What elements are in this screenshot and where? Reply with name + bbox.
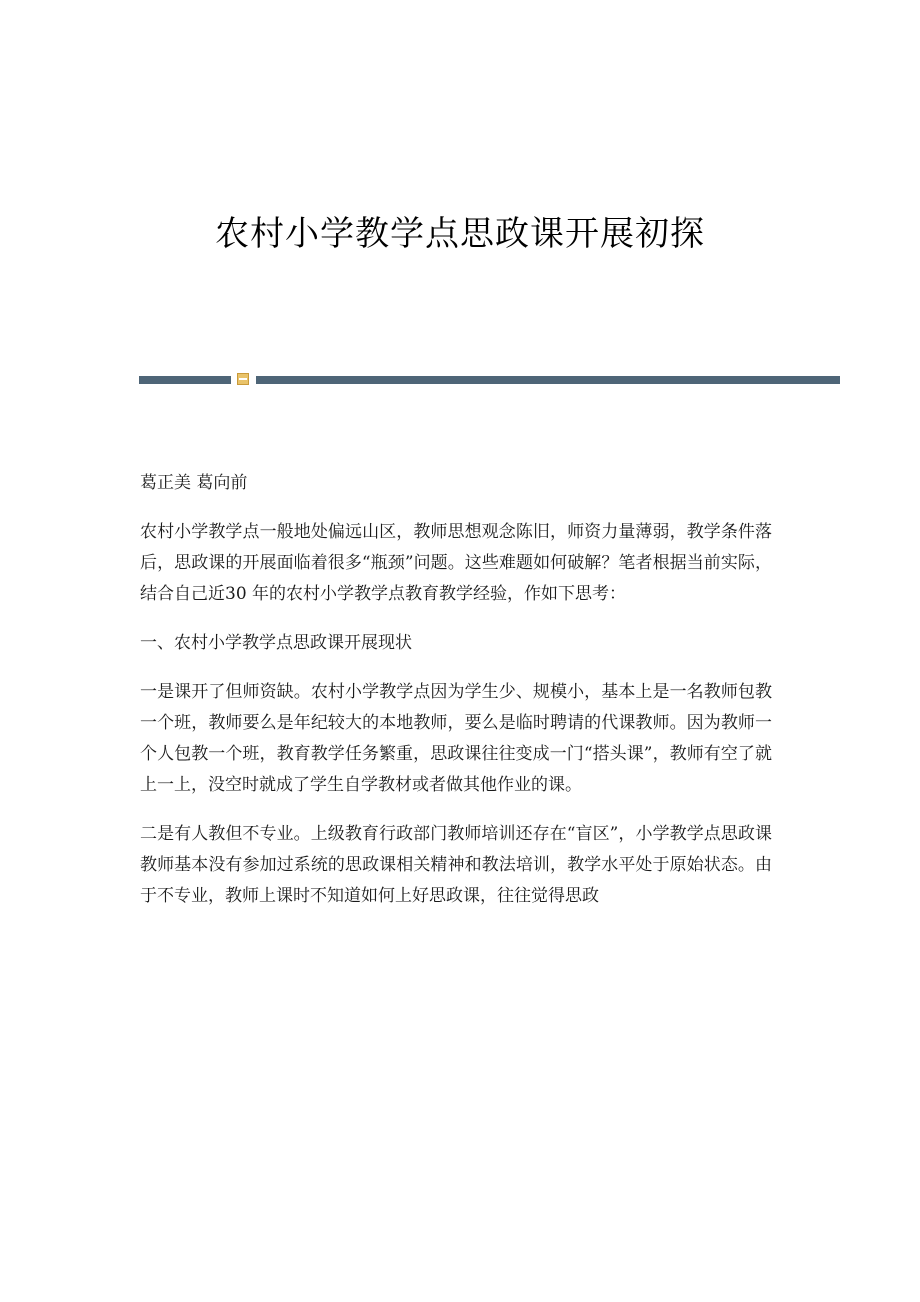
paragraph-point-one: 一是课开了但师资缺。农村小学教学点因为学生少、规模小，基本上是一名教师包教一个班，教师要么是年纪较大的本地教师，要么是临时聘请的代课教师。因为教师一个人包教一个班，教育教学任务繁重，思政课往往变成一门“搭头课”，教师有空了就上一上，没空时就成了学生自学教材或者做其他作业的课。 — [140, 682, 772, 795]
divider-bar-left — [139, 376, 231, 384]
paragraph-point-two: 二是有人教但不专业。上级教育行政部门教师培训还存在“盲区”，小学教学点思政课教师基本没有参加过系统的思政课相关精神和教法培训，教学水平处于原始状态。由于不专业，教师上课时不知道如何上好思政课，往往觉得思政 — [140, 824, 772, 906]
paragraph-intro: 农村小学教学点一般地处偏远山区，教师思想观念陈旧，师资力量薄弱，教学条件落后，思政课的开展面临着很多“瓶颈”问题。这些难题如何破解？笔者根据当前实际，结合自己近30 年的农村小学教学点教育教学经验，作如下思考： — [140, 522, 772, 604]
document-title: 农村小学教学点思政课开展初探 — [215, 214, 705, 254]
section-heading: 一、农村小学教学点思政课开展现状 — [140, 633, 412, 653]
authors-line: 葛正美 葛向前 — [140, 473, 248, 493]
divider-marker-icon — [237, 373, 249, 385]
divider-bar-right — [256, 376, 840, 384]
document-body — [140, 468, 772, 930]
title-divider — [139, 372, 840, 386]
